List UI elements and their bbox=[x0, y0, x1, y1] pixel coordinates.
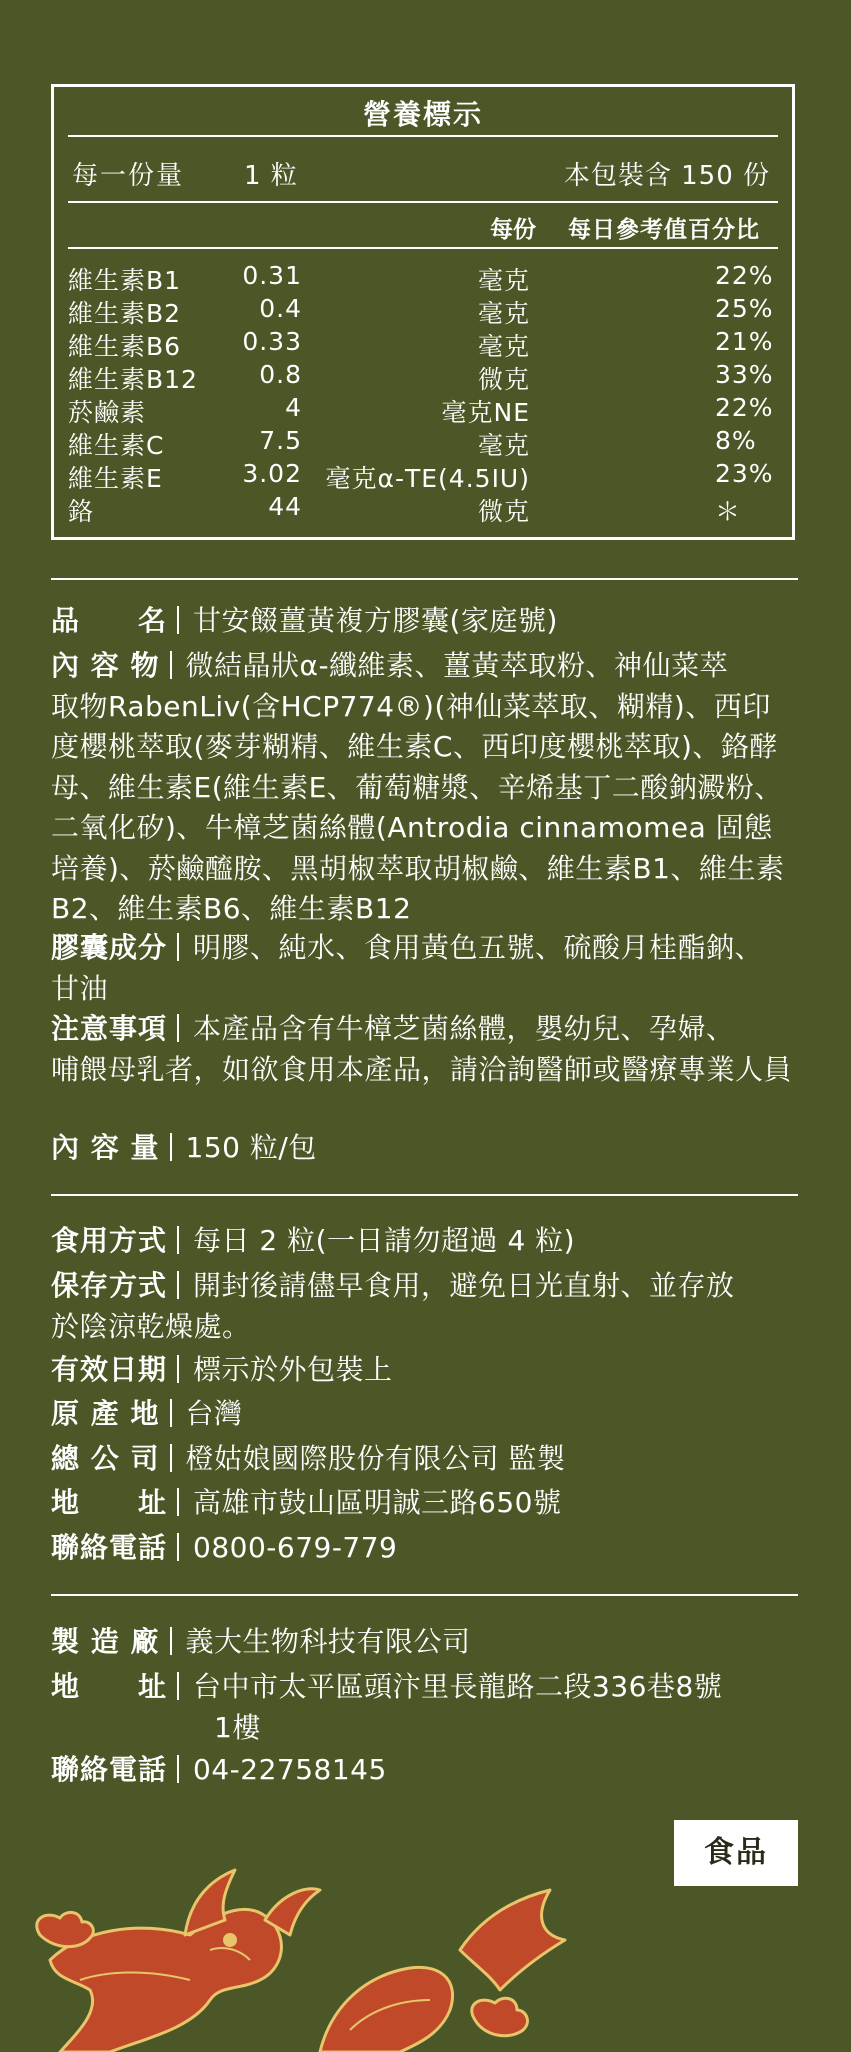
separator bbox=[177, 606, 179, 634]
storage-value: 開封後請儘早食用，避免日光直射、並存放 bbox=[193, 1269, 735, 1302]
separator bbox=[177, 1355, 179, 1383]
separator bbox=[170, 1133, 172, 1161]
section-divider bbox=[51, 1194, 798, 1196]
separator bbox=[170, 1627, 172, 1655]
office-address-value: 高雄市鼓山區明誠三路650號 bbox=[193, 1486, 562, 1519]
nutrient-row bbox=[54, 294, 792, 327]
nutrient-daily-value: 21% bbox=[715, 327, 774, 356]
storage-value-continued: 於陰涼乾燥處。 bbox=[51, 1309, 251, 1343]
expiry-row bbox=[51, 1350, 799, 1391]
notice-row bbox=[51, 1009, 799, 1090]
office-phone-label: 聯絡電話 bbox=[51, 1531, 168, 1564]
origin-label: 原 產 地 bbox=[51, 1397, 160, 1430]
dragon-claw-shape bbox=[37, 1912, 94, 1946]
divider bbox=[68, 247, 778, 249]
nutrient-amount: 0.4 bbox=[259, 294, 302, 323]
nutrient-row bbox=[54, 426, 792, 459]
factory-address-continued: 1樓 bbox=[214, 1710, 261, 1744]
nutrient-name: 菸鹼素 bbox=[68, 398, 147, 427]
separator bbox=[177, 1488, 179, 1516]
dragon-claw-shape bbox=[472, 1998, 528, 2035]
head-office-value: 橙姑娘國際股份有限公司 監製 bbox=[185, 1442, 566, 1475]
notice-value: 本產品含有牛樟芝菌絲體，嬰幼兒、孕婦、 bbox=[193, 1012, 735, 1045]
separator bbox=[170, 1444, 172, 1472]
nutrient-unit: 毫克 bbox=[477, 266, 530, 295]
factory-phone-value: 04-22758145 bbox=[193, 1753, 387, 1786]
quantity-row bbox=[51, 1128, 799, 1169]
separator bbox=[177, 1226, 179, 1254]
nutrient-name: 鉻 bbox=[68, 497, 95, 526]
nutrient-row bbox=[54, 360, 792, 393]
separator bbox=[177, 933, 179, 961]
nutrition-panel bbox=[51, 84, 795, 540]
contents-value: 微結晶狀α-纖維素、薑黃萃取粉、神仙菜萃 bbox=[185, 649, 729, 682]
factory-address-label: 地 址 bbox=[51, 1670, 168, 1703]
nutrient-daily-value: 33% bbox=[715, 360, 774, 389]
capsule-ingredients-row bbox=[51, 928, 799, 1009]
contents-label: 內 容 物 bbox=[51, 649, 160, 682]
usage-method-label: 食用方式 bbox=[51, 1224, 168, 1257]
capsule-ingredients-value: 明膠、純水、食用黃色五號、硫酸月桂酯鈉、 bbox=[193, 931, 764, 964]
product-name-row bbox=[51, 601, 799, 642]
head-office-label: 總 公 司 bbox=[51, 1442, 160, 1475]
office-address-row bbox=[51, 1483, 799, 1524]
manufacturer-value: 義大生物科技有限公司 bbox=[185, 1625, 471, 1658]
quantity-label: 內 容 量 bbox=[51, 1131, 160, 1164]
nutrient-amount: 0.8 bbox=[259, 360, 302, 389]
head-office-row bbox=[51, 1439, 799, 1480]
nutrient-daily-value: 8% bbox=[715, 426, 757, 455]
nutrient-row bbox=[54, 492, 792, 525]
dragon-flame-shape bbox=[460, 1890, 565, 1990]
office-phone-value: 0800-679-779 bbox=[193, 1531, 398, 1564]
nutrient-name: 維生素B12 bbox=[68, 365, 198, 394]
manufacturer-row bbox=[51, 1622, 799, 1663]
nutrient-row bbox=[54, 261, 792, 294]
section-divider bbox=[51, 578, 798, 580]
nutrient-unit: 毫克α-TE(4.5IU) bbox=[325, 464, 530, 493]
expiry-label: 有效日期 bbox=[51, 1353, 168, 1386]
nutrient-amount: 0.33 bbox=[242, 327, 302, 356]
serving-size-value: 1 粒 bbox=[244, 161, 298, 191]
notice-label: 注意事項 bbox=[51, 1012, 168, 1045]
nutrient-daily-value: 22% bbox=[715, 261, 774, 290]
separator bbox=[170, 1399, 172, 1427]
servings-per-package: 本包裝含 150 份 bbox=[563, 161, 770, 191]
nutrient-unit: 毫克 bbox=[477, 332, 530, 361]
factory-phone-label: 聯絡電話 bbox=[51, 1753, 168, 1786]
nutrient-amount: 7.5 bbox=[259, 426, 302, 455]
nutrient-name: 維生素B6 bbox=[68, 332, 182, 361]
contents-value-continued: 取物RabenLiv(含HCP774®)(神仙菜萃取、糊精)、西印度櫻桃萃取(麥芽糊精、維生素C、西印度櫻桃萃取)、鉻酵母、維生素E(維生素E、葡萄糖漿、辛烯基丁二酸鈉澱粉、二氧化矽)、牛樟芝菌絲體(Antrodia cinnamomea 固態培養)、菸鹼醯胺、黑胡椒萃取胡椒鹼、維生素B1、維生素B2、維生素B6、維生素B12 bbox=[51, 689, 785, 925]
capsule-ingredients-label: 膠囊成分 bbox=[51, 931, 168, 964]
nutrient-row bbox=[54, 459, 792, 492]
nutrient-amount: 0.31 bbox=[242, 261, 302, 290]
storage-label: 保存方式 bbox=[51, 1269, 168, 1302]
serving-size-label: 每一份量 bbox=[72, 161, 185, 191]
factory-phone-row bbox=[51, 1750, 799, 1791]
nutrient-amount: 4 bbox=[285, 393, 302, 422]
dragon-illustration bbox=[20, 1840, 580, 2052]
expiry-value: 標示於外包裝上 bbox=[193, 1353, 393, 1386]
separator bbox=[177, 1672, 179, 1700]
usage-method-value: 每日 2 粒(一日請勿超過 4 粒) bbox=[193, 1224, 576, 1257]
separator bbox=[177, 1533, 179, 1561]
notice-value-continued: 哺餵母乳者，如欲食用本產品，請洽詢醫師或醫療專業人員 bbox=[51, 1052, 793, 1086]
dragon-body-shape bbox=[320, 1967, 453, 2052]
nutrient-name: 維生素B1 bbox=[68, 266, 182, 295]
nutrition-title: 營養標示 bbox=[362, 98, 483, 131]
office-address-label: 地 址 bbox=[51, 1486, 168, 1519]
product-name-label: 品 名 bbox=[51, 604, 168, 637]
column-header-per-serving: 每份 bbox=[490, 217, 536, 243]
separator bbox=[177, 1271, 179, 1299]
usage-method-row bbox=[51, 1221, 799, 1262]
nutrient-row bbox=[54, 327, 792, 360]
nutrient-unit: 毫克 bbox=[477, 299, 530, 328]
manufacturer-label: 製 造 廠 bbox=[51, 1625, 160, 1658]
nutrient-daily-value: 22% bbox=[715, 393, 774, 422]
nutrient-amount: 3.02 bbox=[242, 459, 302, 488]
nutrient-unit: 毫克NE bbox=[441, 398, 530, 427]
product-name-value: 甘安餟薑黃複方膠囊(家庭號) bbox=[193, 604, 558, 637]
divider bbox=[68, 201, 778, 203]
capsule-ingredients-continued: 甘油 bbox=[51, 971, 109, 1005]
factory-address-row bbox=[51, 1667, 799, 1748]
nutrient-daily-value: ＊ bbox=[715, 497, 742, 526]
separator bbox=[177, 1755, 179, 1783]
nutrient-amount: 44 bbox=[268, 492, 302, 521]
section-divider bbox=[51, 1594, 798, 1596]
nutrient-unit: 微克 bbox=[477, 365, 530, 394]
factory-address-value: 台中市太平區頭汴里長龍路二段336巷8號 bbox=[193, 1670, 723, 1703]
nutrient-unit: 微克 bbox=[477, 497, 530, 526]
origin-row bbox=[51, 1394, 799, 1435]
nutrient-unit: 毫克 bbox=[477, 431, 530, 460]
food-badge: 食品 bbox=[674, 1820, 798, 1886]
nutrient-daily-value: 23% bbox=[715, 459, 774, 488]
storage-row bbox=[51, 1266, 799, 1347]
separator bbox=[170, 651, 172, 679]
nutrient-name: 維生素C bbox=[68, 431, 165, 460]
nutrient-daily-value: 25% bbox=[715, 294, 774, 323]
contents-row bbox=[51, 646, 799, 930]
office-phone-row bbox=[51, 1528, 799, 1569]
nutrient-name: 維生素B2 bbox=[68, 299, 182, 328]
column-header-daily-value: 每日參考值百分比 bbox=[568, 217, 760, 243]
quantity-value: 150 粒/包 bbox=[185, 1131, 317, 1164]
separator bbox=[177, 1014, 179, 1042]
origin-value: 台灣 bbox=[185, 1397, 243, 1430]
divider bbox=[68, 135, 778, 137]
nutrient-name: 維生素E bbox=[68, 464, 163, 493]
nutrient-row bbox=[54, 393, 792, 426]
